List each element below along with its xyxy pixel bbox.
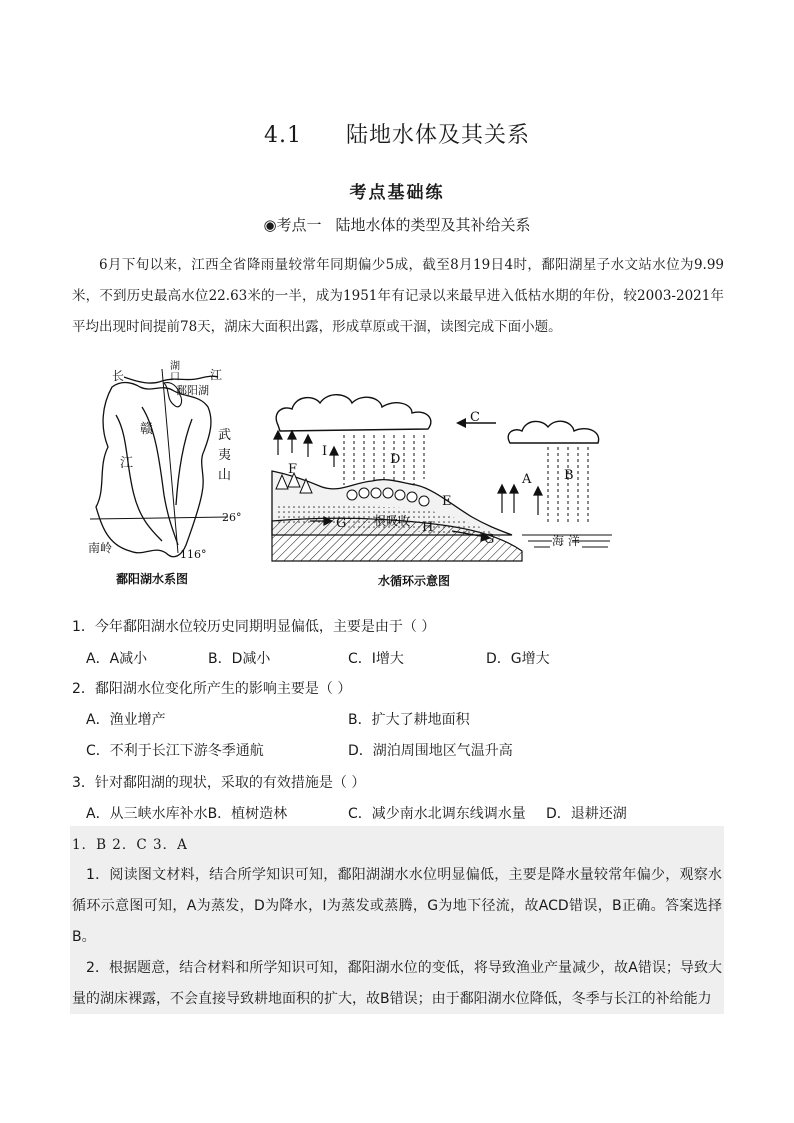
cloud-land [276, 395, 431, 431]
page-title [0, 118, 794, 149]
q2-option-b[interactable]: B．扩大了耕地面积 [348, 712, 470, 728]
label-h: H [422, 520, 434, 535]
map-label-gan-jiang: 江 [120, 456, 134, 471]
q2-option-a[interactable]: A．渔业增产 [86, 712, 166, 728]
q1-option-b[interactable]: B．D减小 [208, 651, 271, 667]
section-title: 考点基础练 [349, 183, 445, 203]
poyang-map [90, 369, 228, 557]
water-cycle-diagram [272, 395, 612, 588]
q1-option-c[interactable]: C．I增大 [348, 651, 404, 667]
label-b: B [564, 468, 574, 483]
map-label-gan: 赣 [140, 422, 154, 437]
knowledge-point-text: 陆地水体的类型及其补给关系 [335, 216, 531, 234]
question-2-stem: 2．鄱阳湖水位变化所产生的影响主要是（ ） [72, 681, 352, 697]
map-caption: 鄱阳湖水系图 [116, 572, 189, 586]
knowledge-point-title [0, 214, 794, 235]
label-f: F [288, 462, 298, 477]
question-3-stem: 3．针对鄱阳湖的现状，采取的有效措施是（ ） [72, 775, 366, 791]
answer-explanation-2: 2．根据题意，结合材料和所学知识可知，鄱阳湖水位的变低，将导致渔业产量减少，故A错误；导致大量的湖床裸露，不会直接导致耕地面积的扩大，故B错误；由于鄱阳湖水位降低，冬季与长江的补给能力 [72, 960, 722, 1007]
label-g-left: G [336, 516, 347, 531]
map-label-kou: 口 [170, 372, 180, 383]
map-label-latitude: 26° [222, 511, 242, 524]
q3-option-d[interactable]: D．退耕还湖 [546, 806, 627, 822]
map-label-yi: 夷 [218, 448, 232, 463]
label-i: I [322, 444, 328, 459]
map-label-poyang: 鄱阳湖 [176, 384, 209, 397]
map-label-longitude: 116° [180, 548, 207, 561]
figure-group [82, 355, 622, 599]
label-root-absorb: 根吸收 [374, 514, 411, 528]
map-latitude-line [90, 517, 228, 519]
question-1-stem: 1．今年鄱阳湖水位较历史同期明显偏低，主要是由于（ ） [72, 619, 436, 635]
map-label-nanling: 南岭 [88, 541, 113, 555]
answer-key: 1．B 2．C 3．A [72, 837, 188, 853]
q1-option-a[interactable]: A．A减小 [86, 651, 148, 667]
q3-option-ab[interactable]: A．从三峡水库补水B．植树造林 [86, 806, 288, 822]
map-label-wu: 武 [218, 428, 232, 443]
figure-svg [82, 355, 622, 595]
chapter-title: 陆地水体及其关系 [345, 123, 530, 148]
label-sea: 海 洋 [552, 534, 580, 548]
label-e: E [442, 494, 452, 509]
label-a: A [522, 472, 532, 487]
label-d: D [390, 452, 401, 467]
map-label-jiang-top: 江 [210, 368, 223, 382]
map-river-east [176, 419, 192, 505]
rain-sea [548, 447, 588, 523]
label-c: C [470, 410, 480, 425]
cloud-sea [508, 421, 598, 443]
map-basin-outline [96, 383, 211, 557]
q2-option-d[interactable]: D．湖泊周围地区气温升高 [348, 743, 513, 759]
q1-option-d[interactable]: D．G增大 [486, 651, 550, 667]
knowledge-point-label: ◉考点一 [263, 216, 322, 234]
chapter-number: 4.1 [263, 123, 302, 148]
answer-explanation-1: 1．阅读图文材料，结合所学知识可知，鄱阳湖湖水水位明显偏低，主要是降水量较常年偏少，观察水循环示意图可知，A为蒸发，D为降水，I为蒸发或蒸腾，G为地下径流，故ACD错误，B正确。答案选择B。 [72, 867, 722, 945]
q3-option-c[interactable]: C．减少南水北调东线调水量 [348, 806, 526, 822]
q2-option-c[interactable]: C．不利于长江下游冬季通航 [86, 743, 264, 759]
rain-land [344, 435, 424, 485]
label-g-right: G [484, 532, 495, 547]
map-label-shan: 山 [218, 468, 232, 483]
map-river-west [116, 415, 162, 541]
map-label-hu: 湖 [170, 361, 180, 372]
map-label-chang: 长 [112, 369, 125, 383]
intro-paragraph: 6月下旬以来，江西全省降雨量较常年同期偏少5成，截至8月19日4时，鄱阳湖星子水文站水位为9.99米，不到历史最高水位22.63米的一半，成为1951年有记录以来最早进入低枯水期的年份，较2003-2021年平均出现时间提前78天，湖床大面积出露，形成草原或干涸，读图完成下面小题。 [72, 257, 724, 335]
cycle-caption: 水循环示意图 [378, 574, 451, 588]
